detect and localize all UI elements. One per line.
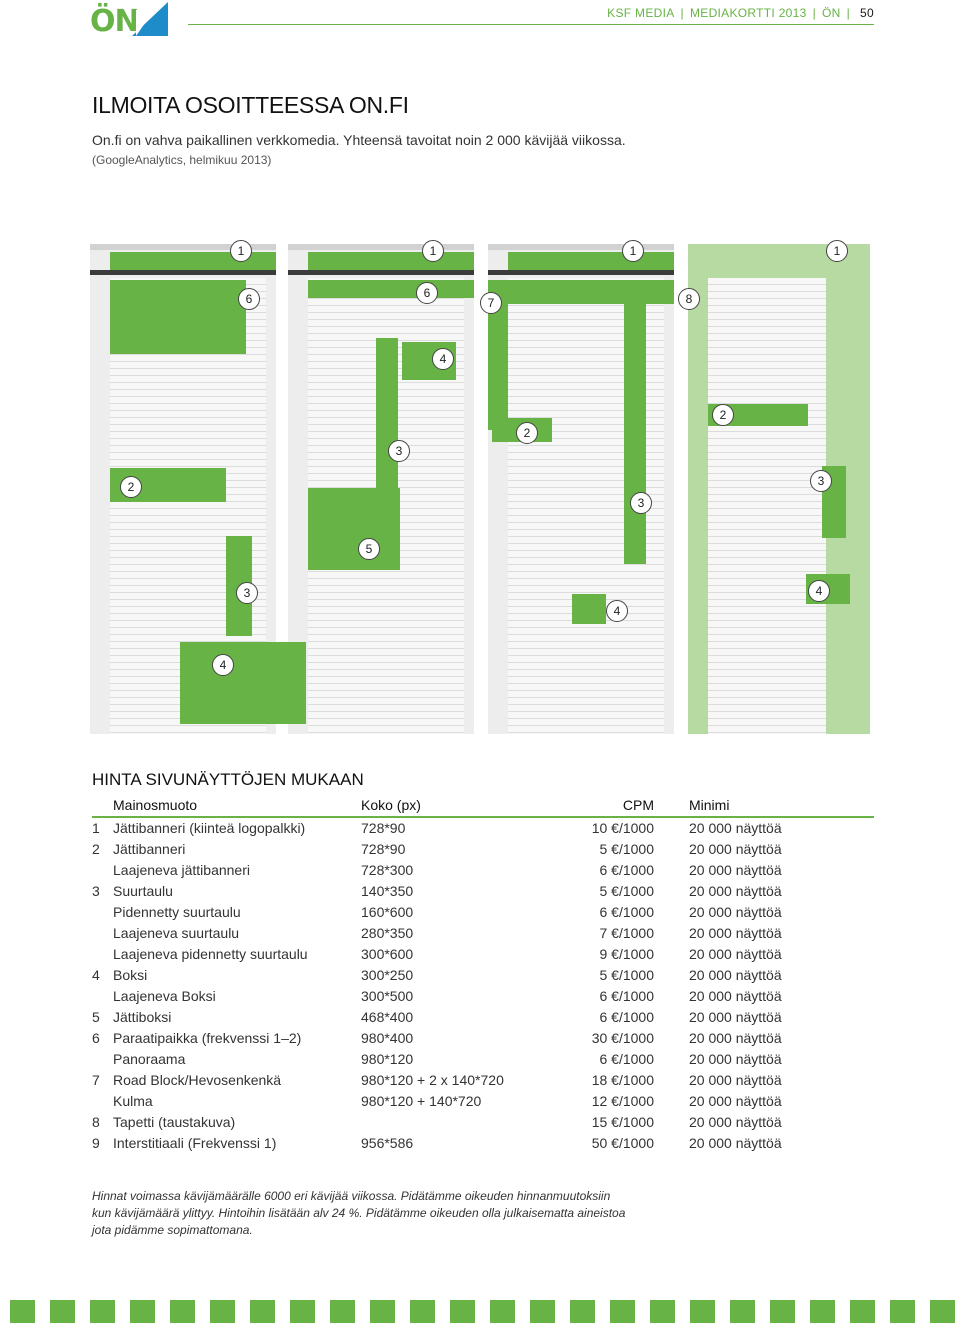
- row-size: 140*350: [361, 883, 414, 899]
- footnote-line-1: Hinnat voimassa kävijämäärälle 6000 eri kävijää viikossa. Pidätämme oikeuden hinnanmuutoksiin: [92, 1189, 611, 1203]
- row-size: 468*400: [361, 1009, 414, 1025]
- table-row: [0, 862, 960, 883]
- decor-square: [570, 1300, 595, 1323]
- row-size: 300*250: [361, 967, 414, 983]
- row-minimum: 20 000 näyttöä: [689, 862, 782, 878]
- row-cpm: 6 €/1000: [599, 862, 654, 878]
- row-number: 5: [92, 1009, 100, 1025]
- page-title: ILMOITA OSOITTEESSA ON.FI: [92, 92, 409, 118]
- row-format: Suurtaulu: [113, 883, 173, 899]
- row-cpm: 6 €/1000: [599, 1051, 654, 1067]
- decor-square: [410, 1300, 435, 1323]
- decor-square: [250, 1300, 275, 1323]
- row-size: 728*300: [361, 862, 414, 878]
- table-row: [0, 967, 960, 988]
- row-minimum: 20 000 näyttöä: [689, 1114, 782, 1130]
- col-header-minimum: Minimi: [689, 797, 730, 813]
- row-minimum: 20 000 näyttöä: [689, 820, 782, 836]
- ad-block-roadblock-left: [488, 304, 508, 430]
- row-minimum: 20 000 näyttöä: [689, 1093, 782, 1109]
- decor-square: [690, 1300, 715, 1323]
- mockup-page-3: [488, 244, 674, 734]
- table-row: [0, 1030, 960, 1051]
- row-number: 6: [92, 1030, 100, 1046]
- marker-8: 8: [678, 288, 700, 310]
- ad-block-paraati-1: [110, 280, 246, 354]
- table-row: [0, 988, 960, 1009]
- table-row: [0, 1009, 960, 1030]
- row-minimum: 20 000 näyttöä: [689, 883, 782, 899]
- marker-1a: 1: [230, 240, 252, 262]
- decor-square: [170, 1300, 195, 1323]
- marker-2b: 2: [516, 422, 538, 444]
- row-number: 9: [92, 1135, 100, 1151]
- row-cpm: 7 €/1000: [599, 925, 654, 941]
- marker-4d: 4: [212, 654, 234, 676]
- row-size: 956*586: [361, 1135, 414, 1151]
- marker-3c: 3: [810, 470, 832, 492]
- decor-square: [50, 1300, 75, 1323]
- row-format: Jättibanneri: [113, 841, 186, 857]
- marker-1c: 1: [622, 240, 644, 262]
- decor-square: [90, 1300, 115, 1323]
- ad-block-boksi-1: [180, 642, 306, 724]
- row-size: 980*120 + 140*720: [361, 1093, 482, 1109]
- row-number: 8: [92, 1114, 100, 1130]
- row-cpm: 9 €/1000: [599, 946, 654, 962]
- row-cpm: 5 €/1000: [599, 883, 654, 899]
- row-minimum: 20 000 näyttöä: [689, 1135, 782, 1151]
- row-number: 1: [92, 820, 100, 836]
- row-format: Paraatipaikka (frekvenssi 1–2): [113, 1030, 302, 1046]
- col-header-cpm: CPM: [622, 797, 654, 813]
- table-header-rule: [92, 816, 874, 818]
- decor-square: [210, 1300, 235, 1323]
- table-row: [0, 841, 960, 862]
- row-size: 160*600: [361, 904, 414, 920]
- ad-block-roadblock-top: [488, 280, 674, 304]
- footer-decor-strip: [0, 1300, 960, 1323]
- on-logo: [90, 0, 182, 42]
- row-size: 300*600: [361, 946, 414, 962]
- row-cpm: 6 €/1000: [599, 904, 654, 920]
- col-header-format: Mainosmuoto: [113, 797, 198, 813]
- ad-block-boksi-3: [572, 594, 606, 624]
- row-number: 7: [92, 1072, 100, 1088]
- row-format: Tapetti (taustakuva): [113, 1114, 236, 1130]
- marker-2a: 2: [120, 476, 142, 498]
- row-format: Road Block/Hevosenkenkä: [113, 1072, 282, 1088]
- col-header-size: Koko (px): [361, 797, 421, 813]
- row-format: Laajeneva pidennetty suurtaulu: [113, 946, 308, 962]
- row-format: Panoraama: [113, 1051, 186, 1067]
- row-cpm: 5 €/1000: [599, 967, 654, 983]
- marker-3d: 3: [236, 582, 258, 604]
- decor-square: [10, 1300, 35, 1323]
- decor-square: [810, 1300, 835, 1323]
- ad-block-roadblock-right: [624, 304, 646, 564]
- table-row: [0, 946, 960, 967]
- marker-7: 7: [480, 292, 502, 314]
- decor-square: [610, 1300, 635, 1323]
- decor-square: [490, 1300, 515, 1323]
- ad-placement-mockups: [90, 240, 870, 734]
- row-format: Laajeneva Boksi: [113, 988, 216, 1004]
- table-row: [0, 904, 960, 925]
- row-minimum: 20 000 näyttöä: [689, 904, 782, 920]
- marker-3b: 3: [630, 492, 652, 514]
- decor-square: [530, 1300, 555, 1323]
- table-row: [0, 1135, 960, 1156]
- decor-square: [930, 1300, 955, 1323]
- row-cpm: 12 €/1000: [591, 1093, 654, 1109]
- table-row: [0, 1072, 960, 1093]
- row-cpm: 15 €/1000: [591, 1114, 654, 1130]
- lead-text: On.fi on vahva paikallinen verkkomedia. Yhteensä tavoitat noin 2 000 kävijää viikossa.: [92, 132, 626, 148]
- marker-4b: 4: [606, 600, 628, 622]
- breadcrumb: KSF MEDIA | MEDIAKORTTI 2013 | ÖN | 50: [607, 6, 874, 20]
- row-number: 4: [92, 967, 100, 983]
- row-minimum: 20 000 näyttöä: [689, 1051, 782, 1067]
- crumb-document: MEDIAKORTTI 2013: [689, 6, 807, 20]
- decor-square: [450, 1300, 475, 1323]
- header-rule: [188, 24, 874, 25]
- marker-6a: 6: [238, 288, 260, 310]
- row-minimum: 20 000 näyttöä: [689, 967, 782, 983]
- row-format: Laajeneva jättibanneri: [113, 862, 250, 878]
- marker-1d: 1: [826, 240, 848, 262]
- row-size: 980*400: [361, 1030, 414, 1046]
- row-minimum: 20 000 näyttöä: [689, 946, 782, 962]
- table-row: [0, 820, 960, 841]
- table-row: [0, 883, 960, 904]
- row-cpm: 5 €/1000: [599, 841, 654, 857]
- decor-square: [850, 1300, 875, 1323]
- ad-block-suurtaulu-2: [376, 338, 398, 498]
- row-minimum: 20 000 näyttöä: [689, 925, 782, 941]
- source-note: (GoogleAnalytics, helmikuu 2013): [92, 153, 272, 167]
- decor-square: [370, 1300, 395, 1323]
- marker-6b: 6: [416, 282, 438, 304]
- decor-square: [290, 1300, 315, 1323]
- row-minimum: 20 000 näyttöä: [689, 841, 782, 857]
- row-format: Boksi: [113, 967, 148, 983]
- decor-square: [130, 1300, 155, 1323]
- page-number: 50: [860, 6, 874, 20]
- table-row: [0, 1093, 960, 1114]
- marker-1b: 1: [422, 240, 444, 262]
- row-number: 3: [92, 883, 100, 899]
- row-minimum: 20 000 näyttöä: [689, 1030, 782, 1046]
- row-size: 980*120: [361, 1051, 414, 1067]
- footnote-line-3: jota pidämme sopimattomana.: [92, 1223, 253, 1237]
- row-cpm: 18 €/1000: [591, 1072, 654, 1088]
- row-size: 300*500: [361, 988, 414, 1004]
- row-size: 728*90: [361, 820, 406, 836]
- marker-4a: 4: [432, 348, 454, 370]
- table-row: [0, 1051, 960, 1072]
- decor-square: [330, 1300, 355, 1323]
- decor-square: [770, 1300, 795, 1323]
- row-format: Kulma: [113, 1093, 153, 1109]
- row-format: Laajeneva suurtaulu: [113, 925, 240, 941]
- row-format: Interstitiaali (Frekvenssi 1): [113, 1135, 277, 1151]
- crumb-section: ÖN: [822, 6, 841, 20]
- decor-square: [730, 1300, 755, 1323]
- sail-highlight: [136, 10, 154, 36]
- row-minimum: 20 000 näyttöä: [689, 988, 782, 1004]
- decor-square: [650, 1300, 675, 1323]
- row-cpm: 6 €/1000: [599, 988, 654, 1004]
- row-minimum: 20 000 näyttöä: [689, 1009, 782, 1025]
- crumb-publisher: KSF MEDIA: [607, 6, 675, 20]
- marker-4c: 4: [808, 580, 830, 602]
- ad-block-jattiboksi: [308, 488, 400, 570]
- table-row: [0, 925, 960, 946]
- decor-square: [890, 1300, 915, 1323]
- row-cpm: 6 €/1000: [599, 1009, 654, 1025]
- row-format: Pidennetty suurtaulu: [113, 904, 241, 920]
- row-format: Jättiboksi: [113, 1009, 172, 1025]
- row-cpm: 50 €/1000: [591, 1135, 654, 1151]
- row-size: 728*90: [361, 841, 406, 857]
- row-cpm: 10 €/1000: [591, 820, 654, 836]
- row-size: 280*350: [361, 925, 414, 941]
- ad-block-paraati-2: [308, 280, 474, 298]
- row-format: Jättibanneri (kiinteä logopalkki): [113, 820, 306, 836]
- marker-5: 5: [358, 538, 380, 560]
- row-size: 980*120 + 2 x 140*720: [361, 1072, 504, 1088]
- logo-text: ÖN: [90, 4, 139, 39]
- marker-3a: 3: [388, 440, 410, 462]
- footnote-line-2: kun kävijämäärä ylittyy. Hintoihin lisätään alv 24 %. Pidätämme oikeuden olla julkaisematta aineistoa: [92, 1206, 626, 1220]
- row-cpm: 30 €/1000: [591, 1030, 654, 1046]
- pricing-heading: HINTA SIVUNÄYTTÖJEN MUKAAN: [92, 770, 364, 789]
- row-number: 2: [92, 841, 100, 857]
- row-minimum: 20 000 näyttöä: [689, 1072, 782, 1088]
- marker-2c: 2: [712, 404, 734, 426]
- table-row: [0, 1114, 960, 1135]
- footnote: [92, 1188, 632, 1239]
